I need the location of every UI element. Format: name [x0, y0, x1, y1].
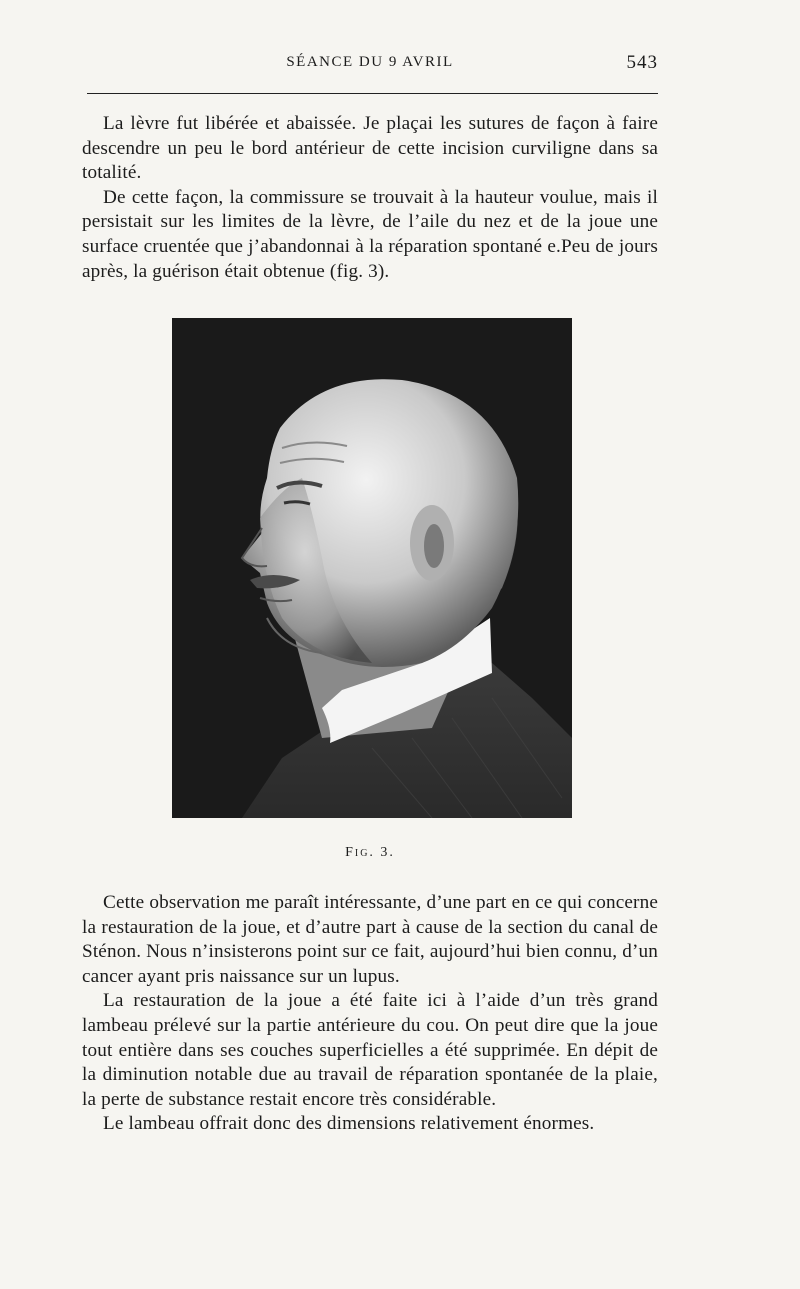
paragraph: La restauration de la joue a été faite ici à l’aide d’un très grand lambeau prélevé sur la partie antérieure du cou. On peut dire que la joue tout entière dans ses couches superficielles a été supprimée. En dépit de la diminution notable due au travail de réparation spontanée de la plaie, la perte de substance restait encore très considérable. — [82, 990, 658, 1110]
portrait-photograph — [172, 318, 572, 818]
running-head-title: SÉANCE DU 9 AVRIL — [286, 54, 454, 70]
paragraph: La lèvre fut libérée et abaissée. Je plaçai les sutures de façon à faire descendre un peu le bord antérieur de cette incision curviligne dans sa totalité. — [82, 113, 658, 184]
paragraph: Le lambeau offrait donc des dimensions relativement énormes. — [103, 1113, 595, 1135]
paragraph: De cette façon, la commissure se trouvait à la hauteur voulue, mais il persistait sur les limites de la lèvre, de l’aile du nez et de la joue une surface cruentée que j’abandonnai à la réparation spontané e.Peu de jours après, la guérison était obtenue (fig. 3). — [82, 186, 658, 282]
paragraph: Cette observation me paraît intéressante, d’une part en ce qui concerne la restauration de la joue, et d’autre part à cause de la section du canal de Sténon. Nous n’insisterons point sur ce fait, aujourd’hui bien connu, d’un cancer ayant pris naissance sur un lupus. — [82, 892, 658, 987]
figure-caption: Fig. 3. — [345, 845, 395, 860]
text-block-bottom — [82, 891, 658, 1137]
header-rule — [87, 93, 658, 94]
running-head — [82, 50, 658, 80]
page-number: 543 — [626, 52, 658, 73]
text-block-top — [82, 112, 658, 284]
portrait-illustration — [172, 318, 572, 818]
